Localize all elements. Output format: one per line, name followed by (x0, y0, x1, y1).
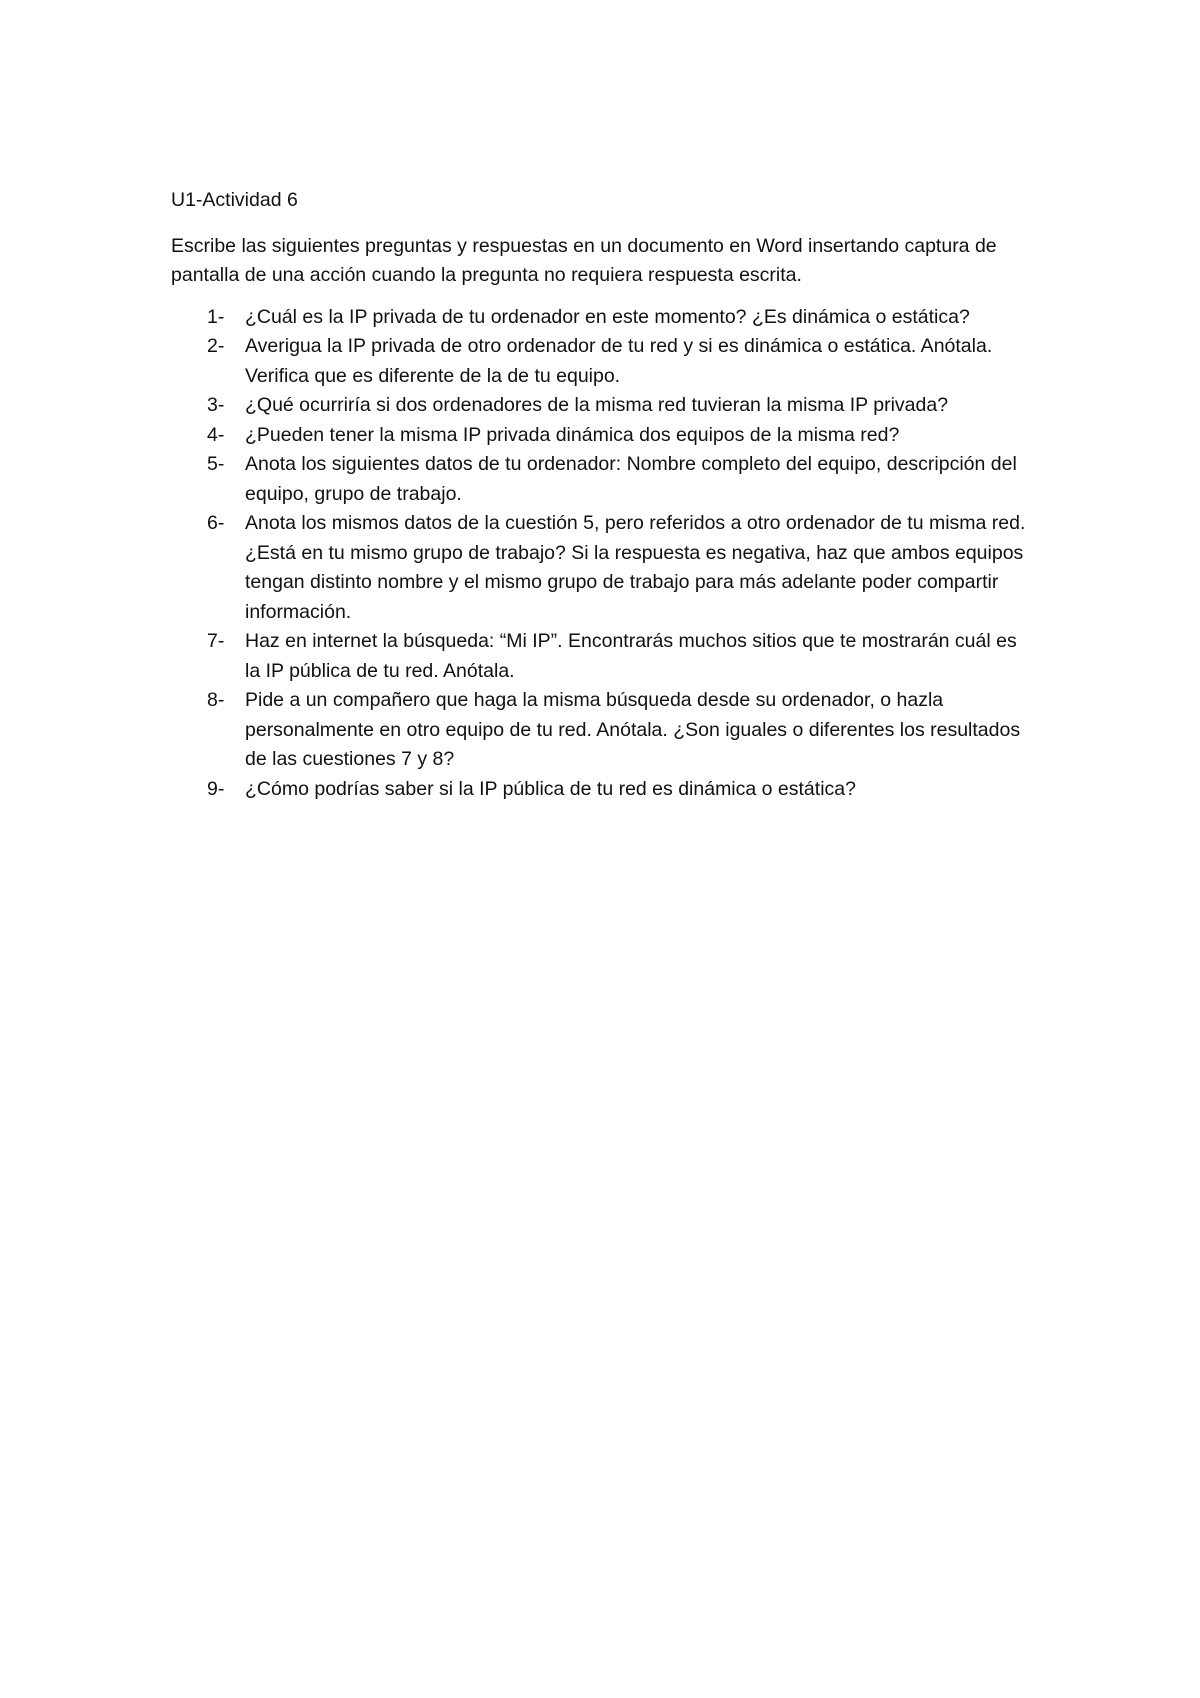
question-number: 5- (207, 453, 225, 475)
question-number: 1- (207, 305, 225, 328)
question-item (171, 391, 1031, 421)
question-item (171, 686, 1031, 775)
question-item (171, 303, 1031, 333)
question-text: ¿Cómo podrías saber si la IP pública de tu red es dinámica o estática? (245, 777, 856, 800)
question-number: 4- (207, 423, 225, 446)
question-item (171, 332, 1031, 391)
question-text: Pide a un compañero que haga la misma búsqueda desde su ordenador, o hazla personalmente en otro equipo de tu red. Anótala. ¿Son iguales o diferentes los resultados de las cuestiones 7 y 8? (245, 689, 1021, 770)
question-number: 6- (207, 512, 225, 534)
question-text: ¿Pueden tener la misma IP privada dinámica dos equipos de la misma red? (245, 423, 900, 446)
question-list (171, 303, 1031, 805)
question-text: Anota los mismos datos de la cuestión 5, pero referidos a otro ordenador de tu misma red. ¿Está en tu mismo grupo de trabajo? Si la respuesta es negativa, haz que ambos equipos tengan distinto nombre y el mismo grupo de trabajo para más adelante poder compartir información. (245, 512, 1026, 623)
question-number: 3- (207, 394, 225, 416)
question-number: 9- (207, 777, 225, 800)
question-text: Anota los siguientes datos de tu ordenador: Nombre completo del equipo, descripción del equipo, grupo de trabajo. (245, 453, 1017, 505)
question-text: ¿Qué ocurriría si dos ordenadores de la misma red tuvieran la misma IP privada? (245, 394, 949, 416)
question-item (171, 421, 1031, 451)
intro-paragraph: Escribe las siguientes preguntas y respuestas en un documento en Word insertando captura de pantalla de una acción cuando la pregunta no requiera respuesta escrita. (171, 234, 997, 286)
question-number: 2- (207, 335, 225, 357)
question-number: 7- (207, 630, 225, 652)
question-text: Haz en internet la búsqueda: “Mi IP”. Encontrarás muchos sitios que te mostrarán cuál es la IP pública de tu red. Anótala. (245, 630, 1017, 682)
question-item (171, 775, 1031, 805)
question-number: 8- (207, 689, 225, 711)
question-item (171, 627, 1031, 686)
document-body (171, 186, 1031, 804)
question-item (171, 509, 1031, 627)
question-text: ¿Cuál es la IP privada de tu ordenador en este momento? ¿Es dinámica o estática? (245, 305, 970, 328)
question-text: Averigua la IP privada de otro ordenador de tu red y si es dinámica o estática. Anótala. Verifica que es diferente de la de tu equipo. (245, 335, 993, 387)
document-title: U1-Actividad 6 (171, 189, 298, 211)
question-item (171, 450, 1031, 509)
